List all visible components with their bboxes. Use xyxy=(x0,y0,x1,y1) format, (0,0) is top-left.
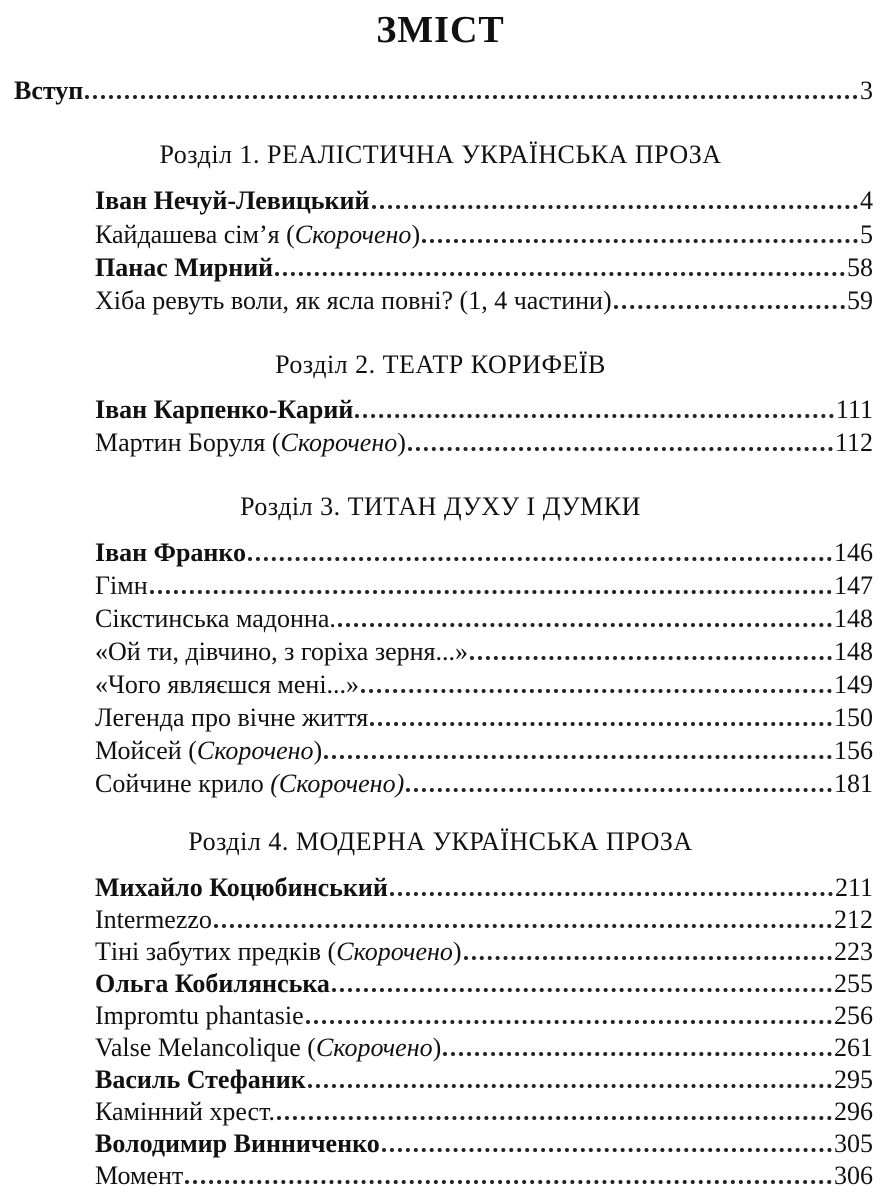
toc-entry-page: 5 xyxy=(860,220,873,249)
toc-entry-page: 148 xyxy=(834,604,873,633)
dot-leader xyxy=(338,623,832,627)
toc-entry-title: Ольга Кобилянська xyxy=(95,969,330,998)
toc-entry-title: Панас Мирний xyxy=(95,253,274,282)
toc-entry-page: 146 xyxy=(834,538,873,567)
toc-entry-title: Хіба ревуть воли, як ясла повні? (1, 4 частини) xyxy=(95,286,612,315)
toc-entry[interactable] xyxy=(95,670,873,700)
toc-entry-page: 256 xyxy=(834,1001,873,1030)
section-heading-1: Розділ 1. РЕАЛІСТИЧНА УКРАЇНСЬКА ПРОЗА xyxy=(159,140,722,169)
toc-entry-page: 223 xyxy=(834,937,873,966)
dot-leader xyxy=(406,788,832,792)
dot-leader xyxy=(248,557,832,561)
dot-leader xyxy=(390,892,833,896)
toc-entry-page: 112 xyxy=(834,428,873,457)
toc-entry-title: Момент xyxy=(95,1161,184,1190)
toc-entry-page: 211 xyxy=(834,873,873,902)
toc-entry-title: Василь Стефаник xyxy=(95,1065,306,1094)
dot-leader xyxy=(614,305,845,309)
section-heading-4: Розділ 4. МОДЕРНА УКРАЇНСЬКА ПРОЗА xyxy=(188,827,693,856)
toc-entry-page: 181 xyxy=(834,769,873,798)
toc-entry-page: 149 xyxy=(834,670,873,699)
toc-entry[interactable] xyxy=(95,769,873,799)
toc-entry[interactable] xyxy=(95,873,873,903)
toc-entry-title: Гімн xyxy=(95,571,148,600)
toc-entry[interactable] xyxy=(95,428,873,458)
dot-leader xyxy=(150,590,832,594)
dot-leader xyxy=(408,447,833,451)
toc-entry-page: 255 xyxy=(834,969,873,998)
toc-entry[interactable] xyxy=(95,253,873,283)
toc-entry-page: 148 xyxy=(834,637,873,666)
toc-entry-title: Impromtu phantasie xyxy=(95,1001,304,1030)
toc-entry-page: 3 xyxy=(860,76,873,105)
toc-entry[interactable] xyxy=(95,1065,873,1095)
toc-entry-title: Камінний хрест. xyxy=(95,1097,276,1126)
dot-leader xyxy=(372,205,859,209)
toc-entry-page: 305 xyxy=(834,1129,873,1158)
dot-leader xyxy=(214,924,832,928)
dot-leader xyxy=(370,722,832,726)
dot-leader xyxy=(275,272,845,276)
toc-entry-title: Сойчине крило (Скорочено) xyxy=(95,769,405,798)
toc-entry-page: 111 xyxy=(835,395,873,424)
toc-entry-title: «Чого являєшся мені...» xyxy=(95,670,360,699)
toc-entry-title: Сікстинська мадонна. xyxy=(95,604,336,633)
toc-entry[interactable] xyxy=(95,1097,873,1127)
dot-leader xyxy=(464,956,832,960)
toc-entry-page: 4 xyxy=(860,186,873,215)
toc-entry[interactable] xyxy=(95,905,873,935)
toc-entry-title: Легенда про вічне життя xyxy=(95,703,369,732)
toc-entry[interactable] xyxy=(95,186,873,216)
toc-entry-title: Іван Карпенко-Карий xyxy=(95,395,354,424)
dot-leader xyxy=(324,755,832,759)
toc-entry-title: Мойсей (Скорочено) xyxy=(95,736,323,765)
toc-entry-page: 212 xyxy=(834,905,873,934)
dot-leader xyxy=(355,414,834,418)
toc-entry[interactable] xyxy=(95,220,873,250)
toc-entry[interactable] xyxy=(95,937,873,967)
toc-entry[interactable] xyxy=(95,1033,873,1063)
toc-entry-page: 59 xyxy=(847,286,873,315)
toc-entry-title: Вступ xyxy=(14,76,84,105)
section-heading-3: Розділ 3. ТИТАН ДУХУ І ДУМКИ xyxy=(240,492,641,521)
toc-entry[interactable] xyxy=(95,538,873,568)
toc-entry-title: Valse Melancolique (Скорочено) xyxy=(95,1033,442,1062)
toc-entry-page: 296 xyxy=(834,1097,873,1126)
toc-entry-intro[interactable] xyxy=(14,76,873,106)
toc-entry-page: 58 xyxy=(847,253,873,282)
toc-entry-page: 150 xyxy=(834,703,873,732)
toc-entry[interactable] xyxy=(95,969,873,999)
toc-entry-page: 306 xyxy=(834,1161,873,1190)
toc-entry-title: Тіні забутих предків (Скорочено) xyxy=(95,937,462,966)
dot-leader xyxy=(277,1116,832,1120)
toc-entry[interactable] xyxy=(95,1161,873,1191)
toc-entry-title: Іван Франко xyxy=(95,538,247,567)
dot-leader xyxy=(470,656,832,660)
toc-entry[interactable] xyxy=(95,637,873,667)
toc-entry-page: 156 xyxy=(834,736,873,765)
section-heading-2: Розділ 2. ТЕАТР КОРИФЕЇВ xyxy=(275,350,606,379)
toc-entry-page: 295 xyxy=(834,1065,873,1094)
toc-entry[interactable] xyxy=(95,571,873,601)
dot-leader xyxy=(85,95,858,99)
dot-leader xyxy=(308,1084,832,1088)
toc-entry[interactable] xyxy=(95,1001,873,1031)
toc-entry[interactable] xyxy=(95,286,873,316)
toc-entry-page: 147 xyxy=(834,571,873,600)
toc-entry[interactable] xyxy=(95,395,873,425)
dot-leader xyxy=(306,1020,832,1024)
toc-entry-title: Володимир Винниченко xyxy=(95,1129,380,1158)
toc-entry-title: Мартин Боруля (Скорочено) xyxy=(95,428,406,457)
toc-entry-title: Іван Нечуй-Левицький xyxy=(95,186,370,215)
toc-entry-title: «Ой ти, дівчино, з горіха зерня...» xyxy=(95,637,469,666)
toc-entry[interactable] xyxy=(95,1129,873,1159)
dot-leader xyxy=(185,1180,832,1184)
page-title: ЗМІСТ xyxy=(376,9,505,51)
dot-leader xyxy=(382,1148,832,1152)
toc-entry[interactable] xyxy=(95,703,873,733)
dot-leader xyxy=(443,1052,832,1056)
toc-entry-title: Кайдашева сім’я (Скорочено) xyxy=(95,220,421,249)
dot-leader xyxy=(422,239,858,243)
toc-entry-title: Михайло Коцюбинський xyxy=(95,873,388,902)
toc-entry-page: 261 xyxy=(834,1033,873,1062)
dot-leader xyxy=(332,988,832,992)
toc-entry[interactable] xyxy=(95,604,873,634)
dot-leader xyxy=(361,689,832,693)
toc-entry-title: Intermezzo xyxy=(95,905,212,934)
toc-entry[interactable] xyxy=(95,736,873,766)
